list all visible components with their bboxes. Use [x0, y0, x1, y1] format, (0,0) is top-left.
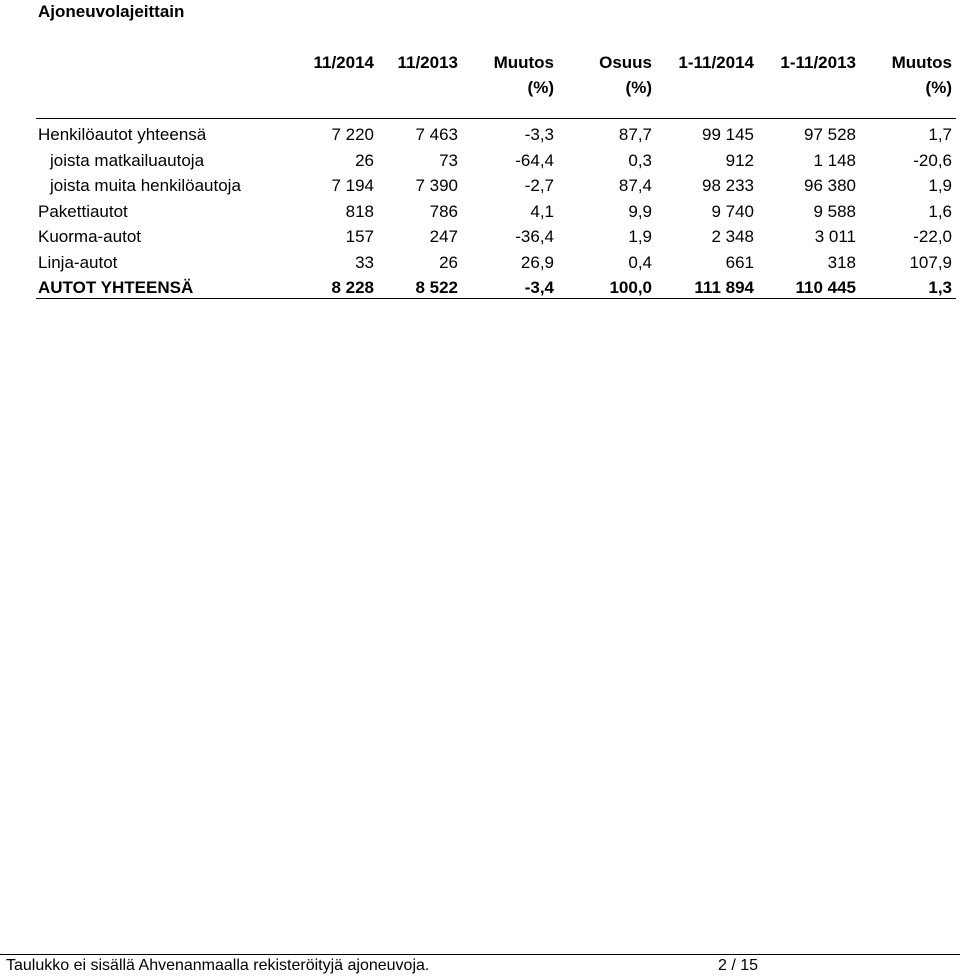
table-body	[36, 124, 956, 303]
cell: 661	[725, 252, 754, 272]
cell: -20,6	[913, 150, 952, 170]
cell: 0,3	[628, 150, 652, 170]
cell: -3,4	[524, 278, 554, 297]
row-label: joista matkailuautoja	[50, 150, 205, 170]
cell: -64,4	[515, 150, 554, 170]
table-row	[36, 150, 956, 176]
cell: 87,7	[618, 125, 652, 144]
cell: -3,3	[524, 125, 554, 144]
table-row	[36, 226, 956, 252]
cell: 7 194	[331, 176, 374, 195]
table-row	[36, 175, 956, 201]
header-col-11-2013: 11/2013	[397, 53, 458, 72]
cell: 73	[439, 150, 458, 170]
cell: 1,7	[928, 125, 952, 144]
header-col-muutos-cumulative: Muutos (%)	[891, 53, 952, 97]
cell: 98 233	[702, 176, 754, 195]
page-footer	[0, 954, 960, 977]
cell: 1,6	[928, 201, 952, 221]
page-title: Ajoneuvolajeittain	[38, 2, 185, 21]
row-label: joista muita henkilöautoja	[50, 176, 241, 195]
cell: 912	[725, 150, 754, 170]
cell: -22,0	[913, 227, 952, 246]
cell: 107,9	[909, 252, 952, 272]
cell: -2,7	[524, 176, 554, 195]
row-label: Kuorma-autot	[38, 227, 141, 246]
cell: 786	[429, 201, 458, 221]
header-col-11-2014: 11/2014	[313, 53, 374, 72]
cell: 97 528	[804, 125, 856, 144]
row-label: Henkilöautot yhteensä	[38, 125, 207, 144]
cell: 157	[345, 227, 374, 246]
cell: 110 445	[795, 278, 856, 297]
cell: 7 220	[331, 125, 374, 144]
page-number: 2 / 15	[718, 957, 759, 974]
header-col-1-11-2013: 1-11/2013	[780, 53, 856, 72]
cell: 87,4	[618, 176, 652, 195]
row-label: Pakettiautot	[38, 201, 128, 221]
table-bottom-divider	[36, 298, 956, 299]
cell: 4,1	[530, 201, 554, 221]
cell: 0,4	[628, 252, 652, 272]
cell: 99 145	[702, 125, 754, 144]
footer-note: Taulukko ei sisällä Ahvenanmaalla rekisteröityjä ajoneuvoja.	[6, 957, 430, 974]
row-label: AUTOT YHTEENSÄ	[38, 278, 194, 297]
cell: 1,9	[628, 227, 652, 246]
table-header	[36, 50, 956, 100]
cell: 26	[355, 150, 374, 170]
cell: 111 894	[694, 278, 754, 297]
cell: 9 740	[711, 201, 754, 221]
cell: 818	[345, 201, 374, 221]
table-row	[36, 124, 956, 150]
cell: 8 522	[415, 278, 458, 297]
cell: 26	[439, 252, 458, 272]
cell: 1,9	[928, 176, 952, 195]
cell: 318	[827, 252, 856, 272]
cell: 3 011	[814, 227, 856, 246]
header-col-osuus: Osuus (%)	[599, 53, 652, 97]
header-col-muutos: Muutos (%)	[493, 53, 554, 97]
cell: 96 380	[804, 176, 856, 195]
header-divider	[36, 118, 956, 119]
table-row	[36, 252, 956, 278]
cell: 100,0	[609, 278, 652, 297]
cell: 26,9	[520, 252, 554, 272]
cell: 2 348	[711, 227, 754, 246]
cell: 8 228	[331, 278, 374, 297]
row-label: Linja-autot	[38, 252, 118, 272]
cell: 1,3	[928, 278, 952, 297]
cell: 7 463	[415, 125, 458, 144]
cell: -36,4	[515, 227, 554, 246]
table-row	[36, 201, 956, 227]
cell: 247	[429, 227, 458, 246]
cell: 33	[355, 252, 374, 272]
cell: 9,9	[628, 201, 652, 221]
header-col-1-11-2014: 1-11/2014	[678, 53, 754, 72]
cell: 9 588	[813, 201, 856, 221]
cell: 7 390	[415, 176, 458, 195]
cell: 1 148	[813, 150, 856, 170]
